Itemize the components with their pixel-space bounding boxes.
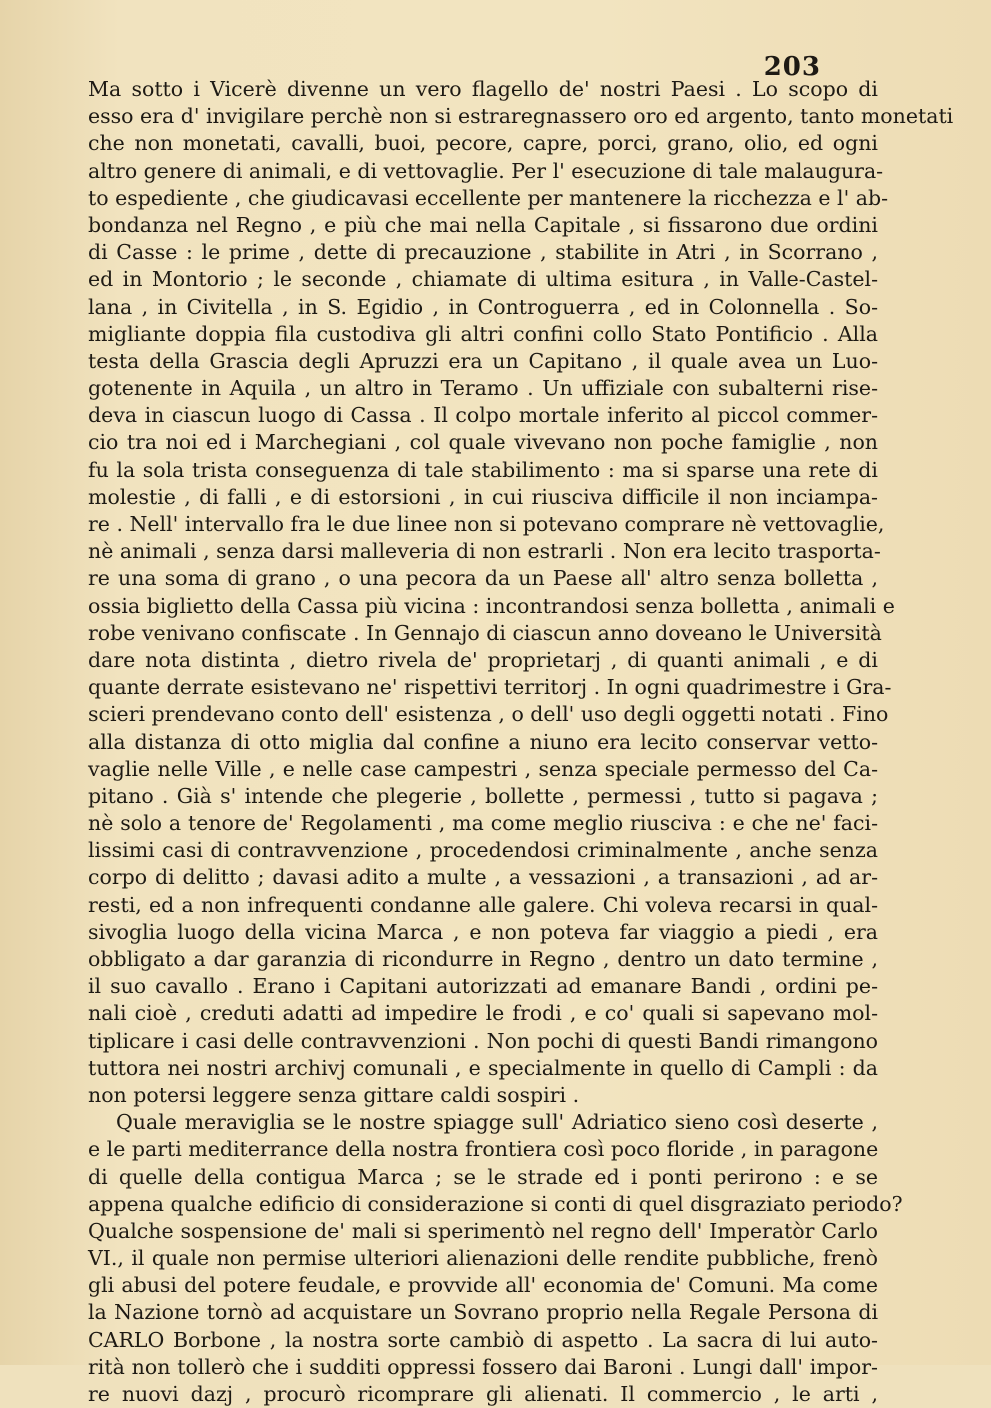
text-line: la Nazione tornò ad acquistare un Sovrano proprio nella Regale Persona di bbox=[88, 1300, 878, 1325]
text-line: pitano . Già s' intende che plegerie , bollette , permessi , tutto si pagava ; bbox=[88, 783, 878, 808]
text-line: esso era d' invigilare perchè non si estraregnassero oro ed argento, tanto monetati bbox=[88, 104, 954, 129]
text-line: corpo di delitto ; davasi adito a multe , a vessazioni , a transazioni , ad ar- bbox=[88, 865, 878, 890]
text-line: resti, ed a non infrequenti condanne alle galere. Chi voleva recarsi in qual- bbox=[88, 892, 878, 917]
text-line: Quale meraviglia se le nostre spiagge sull' Adriatico sieno così deserte , bbox=[116, 1110, 878, 1135]
text-line: che non monetati, cavalli, buoi, pecore, capre, porci, grano, olio, ed ogni bbox=[88, 131, 878, 156]
text-line: sivoglia luogo della vicina Marca , e non poteva far viaggio a piedi , era bbox=[88, 919, 878, 944]
text-line: di Casse : le prime , dette di precauzione , stabilite in Atri , in Scorrano , bbox=[88, 240, 878, 265]
page-number: 203 bbox=[763, 52, 821, 82]
text-line: Qualche sospensione de' mali si sperimentò nel regno dell' Imperatòr Carlo bbox=[88, 1218, 878, 1243]
text-line: il suo cavallo . Erano i Capitani autorizzati ad emanare Bandi , ordini pe- bbox=[88, 974, 878, 999]
text-line: ed in Montorio ; le seconde , chiamate di ultima esitura , in Valle-Castel- bbox=[88, 267, 878, 292]
text-line: lissimi casi di contravvenzione , procedendosi criminalmente , anche senza bbox=[88, 838, 878, 863]
text-line: ossia biglietto della Cassa più vicina : incontrandosi senza bolletta , animali e bbox=[88, 593, 895, 618]
text-line: fu la sola trista conseguenza di tale stabilimento : ma si sparse una rete di bbox=[88, 457, 878, 482]
text-line: VI., il quale non permise ulteriori alienazioni delle rendite pubbliche, frenò bbox=[88, 1246, 878, 1271]
text-line: alla distanza di otto miglia dal confine a niuno era lecito conservar vetto- bbox=[88, 729, 878, 754]
text-line: di quelle della contigua Marca ; se le strade ed i ponti perirono : e se bbox=[88, 1164, 878, 1189]
body-text bbox=[88, 76, 954, 1408]
text-line: re nuovi dazj , procurò ricomprare gli alienati. Il commercio , le arti , bbox=[88, 1382, 878, 1406]
text-line: tuttora nei nostri archivj comunali , e specialmente in quello di Campli : da bbox=[88, 1055, 878, 1080]
text-line: migliante doppia fila custodiva gli altri confini collo Stato Pontificio . Alla bbox=[88, 321, 878, 346]
text-line: e le parti mediterrance della nostra frontiera così poco floride , in paragone bbox=[88, 1137, 879, 1162]
text-line: non potersi leggere senza gittare caldi sospiri . bbox=[88, 1082, 580, 1107]
text-line: obbligato a dar garanzia di ricondurre in Regno , dentro un dato termine , bbox=[88, 947, 878, 971]
text-line: nali cioè , creduti adatti ad impedire le frodi , e co' quali si sapevano mol- bbox=[88, 1001, 878, 1026]
text-line: dare nota distinta , dietro rivela de' proprietarj , di quanti animali , e di bbox=[88, 647, 878, 672]
text-line: nè animali , senza darsi malleveria di non estrarli . Non era lecito trasporta- bbox=[88, 539, 881, 564]
text-line: rità non tollerò che i sudditi oppressi fossero dai Baroni . Lungi dall' impor- bbox=[88, 1354, 878, 1379]
text-line: re . Nell' intervallo fra le due linee non si potevano comprare nè vettovaglie, bbox=[88, 512, 885, 536]
text-line: appena qualche edificio di considerazione si conti di quel disgraziato periodo? bbox=[88, 1191, 903, 1216]
text-line: Ma sotto i Vicerè divenne un vero flagello de' nostri Paesi . Lo scopo di bbox=[88, 77, 878, 101]
text-line: cio tra noi ed i Marchegiani , col quale vivevano non poche famiglie , non bbox=[88, 430, 878, 455]
text-line: re una soma di grano , o una pecora da un Paese all' altro senza bolletta , bbox=[88, 566, 878, 591]
text-line: tiplicare i casi delle contravvenzioni . Non pochi di questi Bandi rimangono bbox=[88, 1028, 878, 1053]
text-line: bondanza nel Regno , e più che mai nella Capitale , si fissarono due ordini bbox=[88, 212, 878, 237]
text-line: scieri prendevano conto dell' esistenza , o dell' uso degli oggetti notati . Fino bbox=[88, 702, 889, 727]
text-line: CARLO Borbone , la nostra sorte cambiò di aspetto . La sacra di lui auto- bbox=[88, 1327, 878, 1352]
text-line: molestie , di falli , e di estorsioni , in cui riusciva difficile il non inciampa- bbox=[88, 484, 878, 509]
text-line: gotenente in Aquila , un altro in Teramo . Un uffiziale con subalterni rise- bbox=[88, 376, 878, 401]
text-line: quante derrate esistevano ne' rispettivi territorj . In ogni quadrimestre i Gra- bbox=[88, 675, 892, 700]
text-line: robe venivano confiscate . In Gennajo di ciascun anno doveano le Università bbox=[88, 620, 882, 645]
text-line: vaglie nelle Ville , e nelle case campestri , senza speciale permesso del Ca- bbox=[88, 756, 878, 781]
text-line: lana , in Civitella , in S. Egidio , in Controguerra , ed in Colonnella . So- bbox=[88, 294, 878, 319]
text-line: deva in ciascun luogo di Cassa . Il colpo mortale inferito al piccol commer- bbox=[88, 403, 878, 428]
text-line: altro genere di animali, e di vettovaglie. Per l' esecuzione di tale malaugura- bbox=[88, 158, 884, 183]
text-line: testa della Grascia degli Apruzzi era un Capitano , il quale avea un Luo- bbox=[88, 348, 878, 373]
text-line: nè solo a tenore de' Regolamenti , ma come meglio riusciva : e che ne' faci- bbox=[88, 811, 878, 836]
text-line: gli abusi del potere feudale, e provvide all' economia de' Comuni. Ma come bbox=[88, 1273, 878, 1298]
text-line: to espediente , che giudicavasi eccellente per mantenere la ricchezza e l' ab- bbox=[88, 185, 888, 210]
